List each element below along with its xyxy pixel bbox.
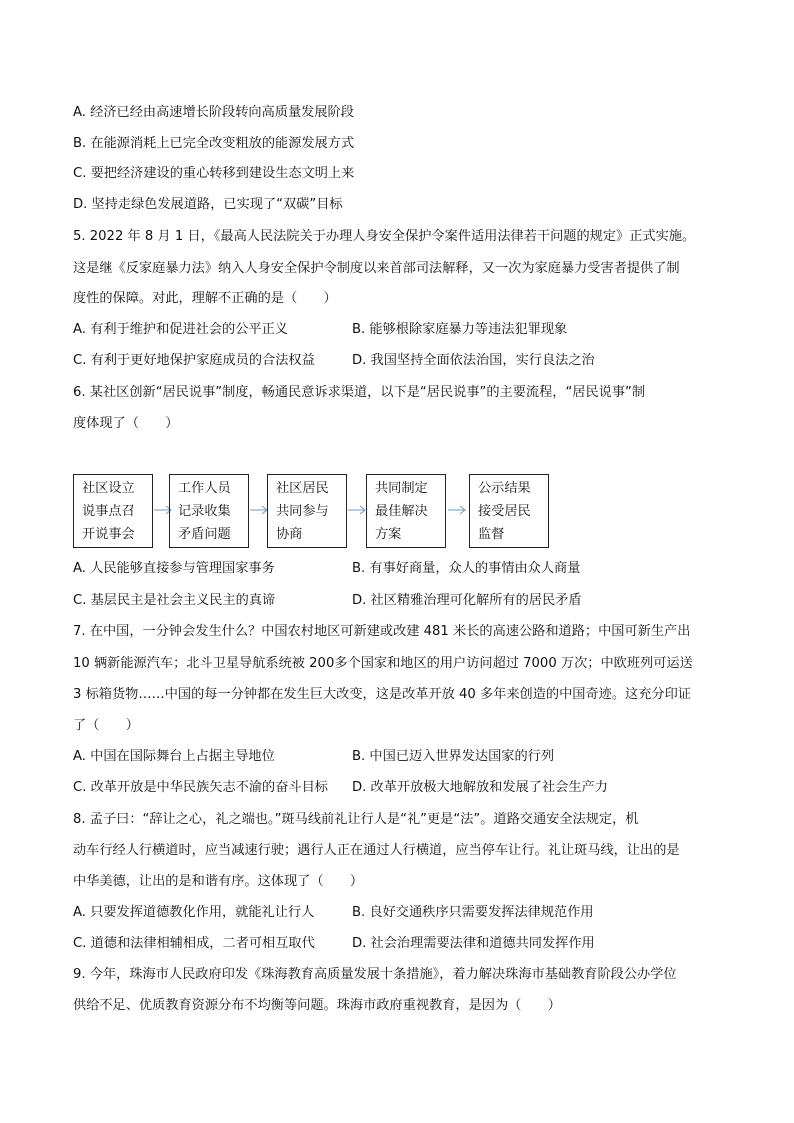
flow-step-5-line-3: 监督 (478, 527, 505, 542)
flow-step-4-line-1: 共同制定 (375, 481, 428, 496)
arrow-right-icon (347, 502, 367, 518)
q5-option-b: B. 能够根除家庭暴力等违法犯罪现象 (352, 322, 568, 337)
q7-option-b: B. 中国已迈入世界发达国家的行列 (352, 749, 555, 764)
q7-option-d: D. 改革开放极大地解放和发展了社会生产力 (352, 780, 608, 795)
flow-step-3-line-1: 社区居民 (276, 481, 329, 496)
q9-stem-line-1: 9. 今年，珠海市人民政府印发《珠海教育高质量发展十条措施》，着力解决珠海市基础教育阶段公办学位 (73, 967, 677, 982)
arrow-right-icon (447, 502, 467, 518)
q8-option-a: A. 只要发挥道德教化作用，就能礼让行人 (73, 905, 315, 920)
flow-step-4-line-3: 方案 (375, 527, 402, 542)
flow-step-2-line-1: 工作人员 (178, 481, 231, 496)
q8-option-b: B. 良好交通秩序只需要发挥法律规范作用 (352, 905, 594, 920)
q5-option-c: C. 有利于更好地保护家庭成员的合法权益 (73, 353, 315, 368)
q5-stem-line-3: 度性的保障。对此，理解不正确的是（ ） (73, 291, 337, 306)
flow-step-2-line-3: 矛盾问题 (178, 527, 231, 542)
q4-option-b: B. 在能源消耗上已完全改变粗放的能源发展方式 (73, 136, 355, 151)
q8-option-d: D. 社会治理需要法律和道德共同发挥作用 (352, 936, 595, 951)
flow-step-5-line-1: 公示结果 (478, 481, 531, 496)
q4-option-d: D. 坚持走绿色发展道路，已实现了“双碳”目标 (73, 197, 343, 212)
q5-option-a: A. 有利于维护和促进社会的公平正义 (73, 322, 288, 337)
q8-stem-line-3: 中华美德，让出的是和谐有序。这体现了（ ） (73, 874, 364, 889)
q6-option-c: C. 基层民主是社会主义民主的真谛 (73, 593, 276, 608)
q6-option-a: A. 人民能够直接参与管理国家事务 (73, 561, 275, 576)
flow-step-3-line-2: 共同参与 (276, 504, 329, 519)
q6-option-d: D. 社区精雅治理可化解所有的居民矛盾 (352, 593, 582, 608)
flow-step-5 (469, 474, 549, 548)
q5-option-d: D. 我国坚持全面依法治国，实行良法之治 (352, 353, 595, 368)
q4-option-a: A. 经济已经由高速增长阶段转向高质量发展阶段 (73, 105, 354, 120)
q5-stem-line-2: 这是继《反家庭暴力法》纳入人身安全保护令制度以来首部司法解释，又一次为家庭暴力受害者提供了制 (73, 261, 680, 276)
q6-stem-line-1: 6. 某社区创新“居民说事”制度，畅通民意诉求渠道，以下是“居民说事”的主要流程，“居民说事”制 (73, 385, 646, 400)
flow-step-5-line-2: 接受居民 (478, 504, 531, 519)
flow-step-4-line-2: 最佳解决 (375, 504, 428, 519)
q7-option-c: C. 改革开放是中华民族矢志不渝的奋斗目标 (73, 780, 328, 795)
q8-option-c: C. 道德和法律相辅相成，二者可相互取代 (73, 936, 315, 951)
q9-stem-line-2: 供给不足、优质教育资源分布不均衡等问题。珠海市政府重视教育，是因为（ ） (73, 998, 561, 1013)
flow-step-1-line-3: 开说事会 (82, 527, 135, 542)
flow-step-3-line-3: 协商 (276, 527, 303, 542)
flow-step-2-line-2: 记录收集 (178, 504, 231, 519)
q7-stem-line-4: 了（ ） (73, 718, 139, 733)
q7-stem-line-1: 7. 在中国，一分钟会发生什么？中国农村地区可新建或改建 481 米长的高速公路和道路；中国可新生产出 (73, 624, 691, 639)
flow-step-1-line-1: 社区设立 (82, 481, 135, 496)
flow-step-1-line-2: 说事点召 (82, 504, 135, 519)
q6-stem-line-2: 度体现了（ ） (73, 416, 179, 431)
q7-stem-line-3: 3 标箱货物……中国的每一分钟都在发生巨大改变，这是改革开放 40 多年来创造的中国奇迹。这充分印证 (73, 687, 691, 702)
arrow-right-icon (249, 502, 269, 518)
q7-stem-line-2: 10 辆新能源汽车；北斗卫星导航系统被 200多个国家和地区的用户访问超过 7000 万次；中欧班列可运送 (73, 656, 693, 671)
flow-step-2 (169, 474, 249, 548)
flow-step-1 (73, 474, 153, 548)
q8-stem-line-2: 动车行经人行横道时，应当减速行驶；遇行人正在通过人行横道，应当停车让行。礼让斑马线，让出的是 (73, 843, 680, 858)
resident-talk-flowchart (73, 474, 553, 550)
q8-stem-line-1: 8. 孟子曰：“辞让之心，礼之端也。”斑马线前礼让行人是“礼”更是“法”。道路交通安全法规定，机 (73, 812, 639, 827)
q5-stem-line-1: 5. 2022 年 8 月 1 日，《最高人民法院关于办理人身安全保护令案件适用法律若干问题的规定》正式实施。 (73, 229, 696, 244)
q7-option-a: A. 中国在国际舞台上占据主导地位 (73, 749, 275, 764)
flow-step-4 (366, 474, 446, 548)
flow-step-3 (267, 474, 347, 548)
q4-option-c: C. 要把经济建设的重心转移到建设生态文明上来 (73, 166, 355, 181)
q6-option-b: B. 有事好商量，众人的事情由众人商量 (352, 561, 581, 576)
